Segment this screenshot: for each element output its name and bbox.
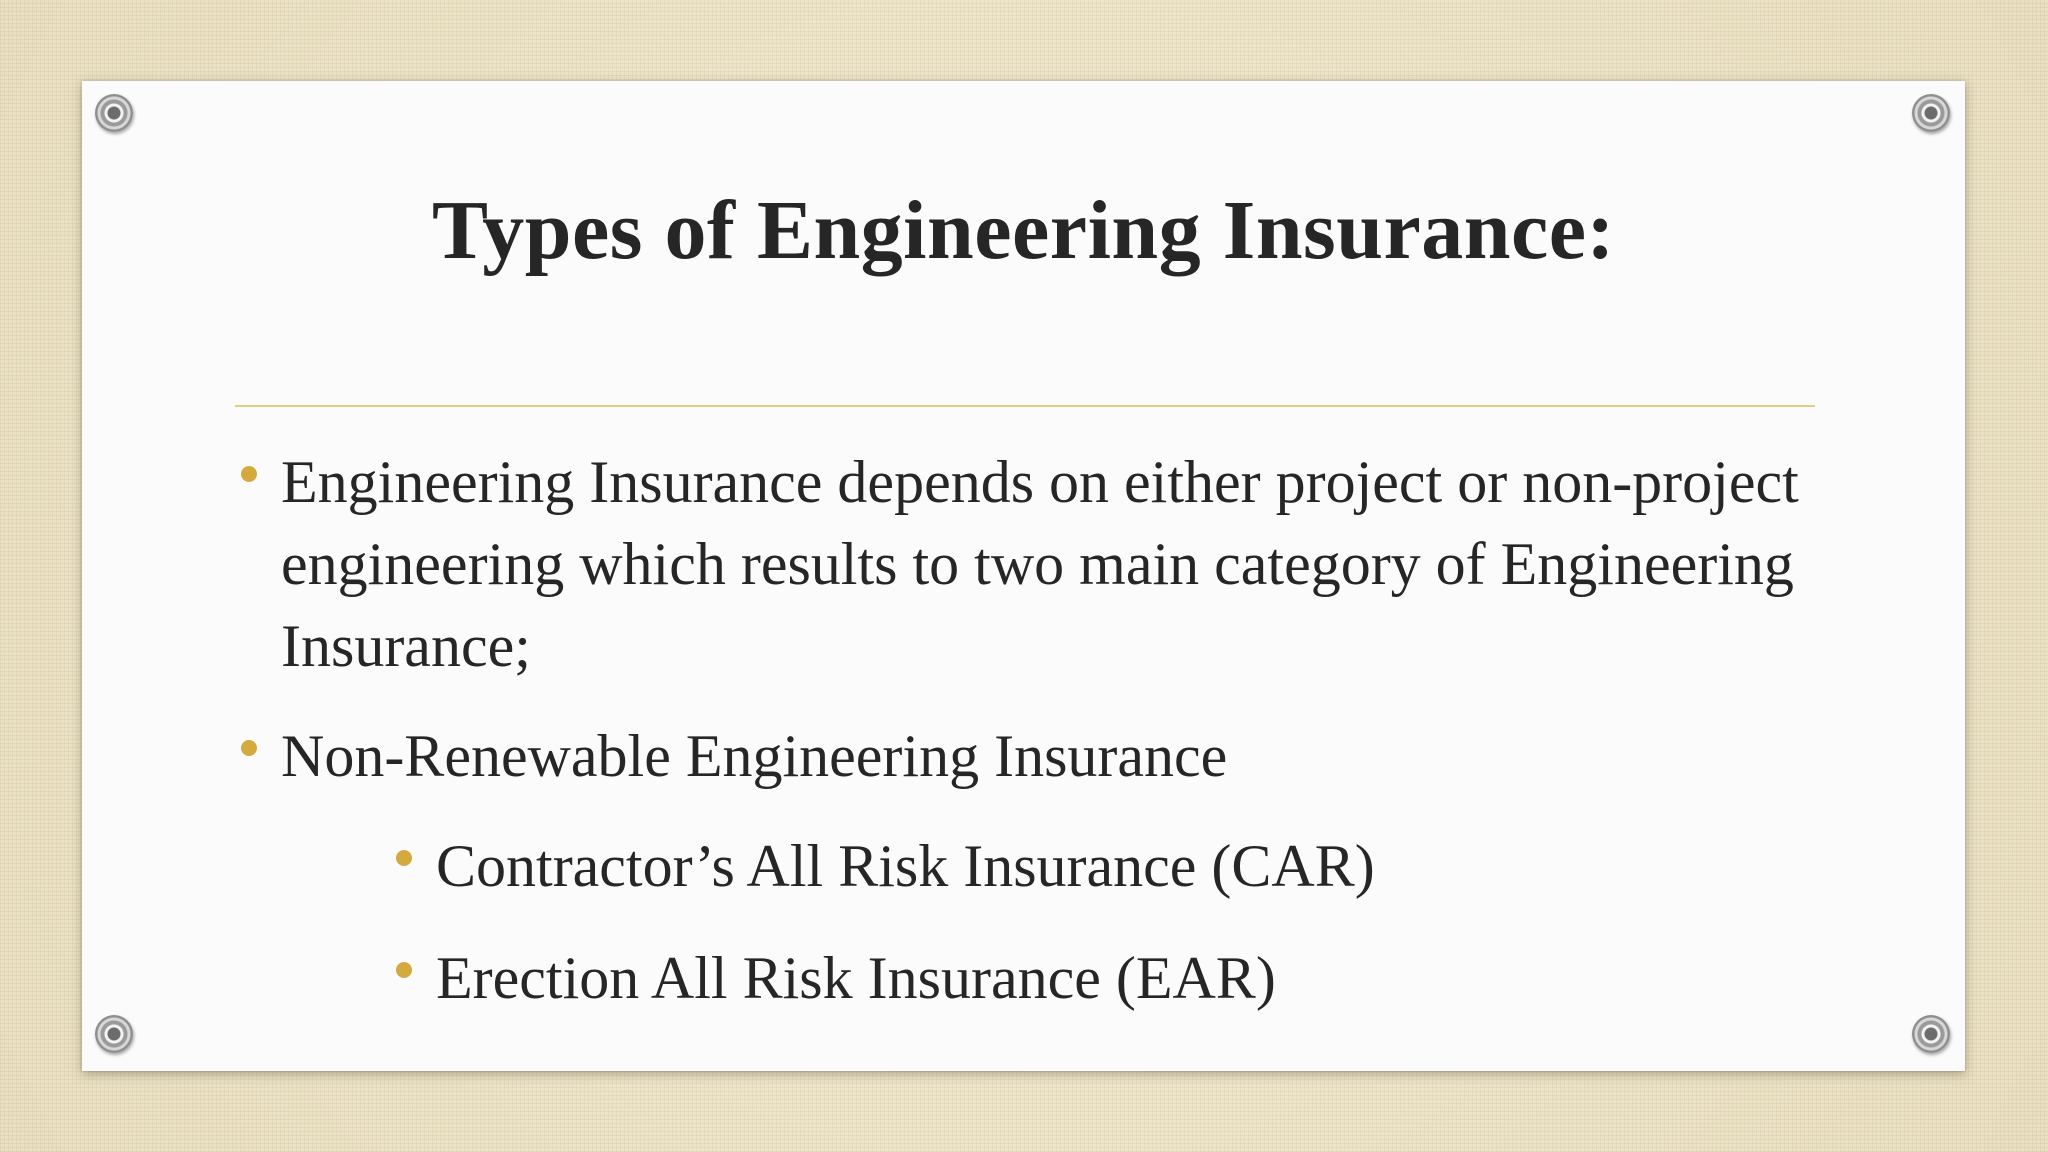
- bullet-icon: [396, 850, 412, 866]
- bullet-text: Engineering Insurance depends on either project or non-project engineering which results to two main category of Engineering Insurance;: [281, 449, 1799, 679]
- bullet-icon: [241, 740, 257, 756]
- bullet-item: [235, 441, 1835, 687]
- bullet-text: Erection All Risk Insurance (EAR): [436, 945, 1276, 1011]
- bullet-item: [235, 715, 1835, 797]
- bullet-text: Contractor’s All Risk Insurance (CAR): [436, 833, 1375, 899]
- sub-bullet-item: [390, 825, 1835, 907]
- bullet-icon: [396, 962, 412, 978]
- bullet-text: Non-Renewable Engineering Insurance: [281, 723, 1228, 789]
- grommet-icon: [1912, 94, 1950, 132]
- slide-title: Types of Engineering Insurance:: [431, 184, 1615, 277]
- grommet-icon: [95, 94, 133, 132]
- title-divider: [235, 405, 1815, 407]
- grommet-icon: [95, 1015, 133, 1053]
- bullet-list: [235, 441, 1835, 1049]
- grommet-icon: [1912, 1015, 1950, 1053]
- sub-bullet-item: [390, 937, 1835, 1019]
- slide-card: [82, 81, 1965, 1071]
- bullet-icon: [241, 466, 257, 482]
